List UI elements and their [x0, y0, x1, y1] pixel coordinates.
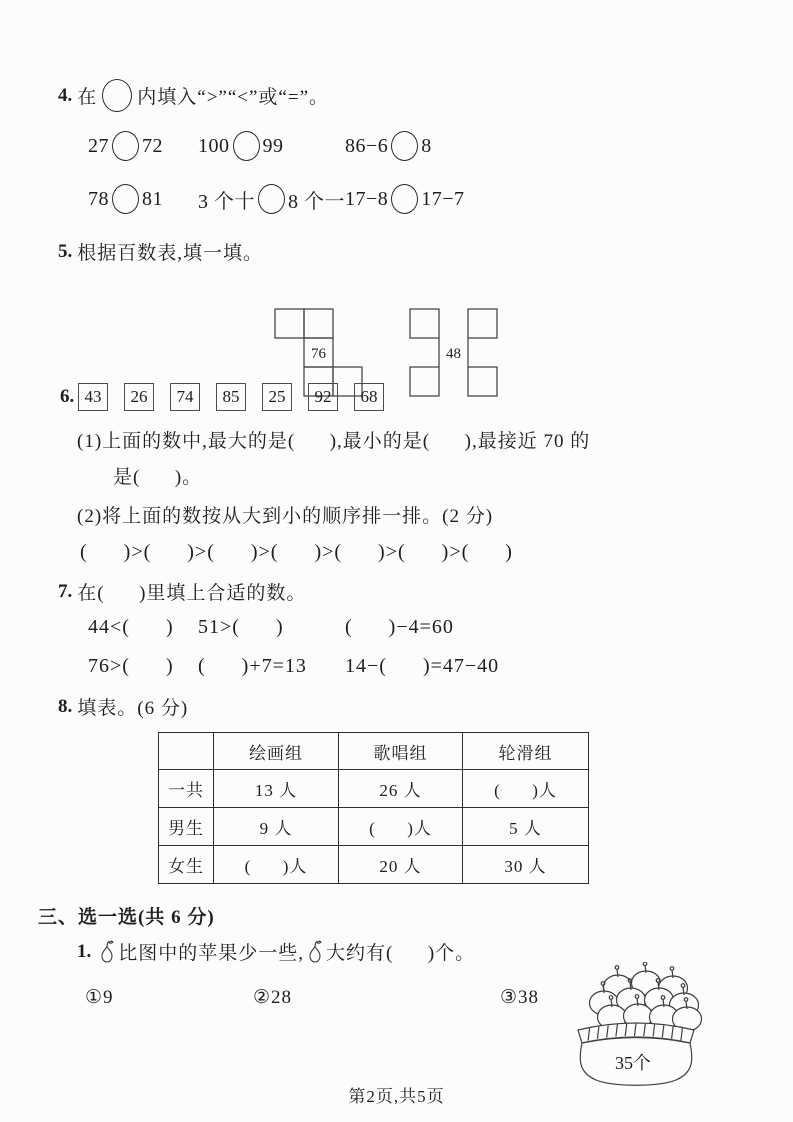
number-card-row [78, 383, 384, 411]
hundred-chart-left-value: 76 [311, 346, 326, 362]
number-card: 68 [354, 383, 384, 411]
number-card: 85 [216, 383, 246, 411]
compare-left: 27 [88, 134, 109, 157]
fill-blank-item: 14−( )=47−40 [345, 655, 500, 677]
compare-right: 8 个一 [288, 190, 345, 213]
basket-count-label: 35个 [615, 1053, 651, 1073]
fill-blank-item: 51>( ) [198, 616, 284, 638]
question-8-text: 填表。(6 分) [77, 698, 189, 719]
option-1: ①9 [85, 987, 114, 1008]
question-5-text: 根据百数表,填一填。 [77, 243, 264, 264]
hundred-chart-right-value: 48 [446, 346, 461, 362]
number-card: 25 [262, 383, 292, 411]
question-6-label: 6. [60, 386, 75, 407]
answer-circle-icon [112, 131, 139, 161]
answer-circle-icon [102, 79, 132, 112]
compare-item [198, 184, 345, 214]
hundred-chart-piece-right [409, 272, 499, 434]
compare-item [198, 131, 284, 161]
answer-circle-icon [391, 184, 418, 214]
question-7-number: 7. [58, 580, 73, 602]
fill-blank-item: 76>( ) [88, 655, 174, 677]
answer-circle-icon [258, 184, 285, 214]
compare-right: 17−7 [421, 187, 465, 210]
answer-circle-icon [112, 184, 139, 214]
question-6-number [60, 386, 79, 408]
question-6-sub1-line1: (1)上面的数中,最大的是( ),最小的是( ),最接近 70 的 [77, 431, 591, 452]
compare-left: 3 个十 [198, 190, 255, 213]
option-3: ③38 [500, 987, 540, 1008]
compare-left: 78 [88, 187, 109, 210]
table-cell: ( )人 [463, 770, 589, 808]
number-card: 92 [308, 383, 338, 411]
question-4-header [58, 79, 329, 112]
table-cell: 5 人 [463, 808, 589, 846]
page-footer: 第2页,共5页 [348, 1087, 445, 1106]
question-5-number: 5. [58, 240, 73, 262]
answer-circle-icon [233, 131, 260, 161]
question-7-text: 在( )里填上合适的数。 [77, 583, 307, 604]
question-1-text1: 比图中的苹果少一些, [118, 943, 305, 964]
fill-blank-item: 44<( ) [88, 616, 174, 638]
fill-blank-item: ( )−4=60 [345, 616, 454, 638]
row-label: 一共 [159, 770, 214, 808]
compare-right: 72 [142, 134, 163, 157]
compare-left: 100 [198, 134, 230, 157]
pear-icon [307, 940, 323, 964]
table-cell: 26 人 [339, 770, 463, 808]
groups-table [158, 732, 589, 884]
table-row [159, 770, 589, 808]
question-4-number: 4. [58, 84, 73, 106]
table-row [159, 808, 589, 846]
question-7-header [58, 578, 306, 605]
table-cell: 9 人 [214, 808, 339, 846]
number-card: 26 [124, 383, 154, 411]
section3-question-1 [77, 938, 475, 965]
option-2: ②28 [253, 987, 293, 1008]
fill-blank-item: ( )+7=13 [198, 655, 307, 677]
compare-item [88, 131, 163, 161]
section-3-title: 三、选一选(共 6 分) [38, 907, 215, 928]
question-6-sub2: (2)将上面的数按从大到小的顺序排一排。(2 分) [77, 506, 494, 527]
table-header-cell: 绘画组 [214, 733, 339, 770]
question-6-sub1-line2: 是( )。 [113, 467, 203, 488]
compare-left: 86−6 [345, 134, 389, 157]
table-row [159, 846, 589, 884]
compare-right: 8 [421, 134, 432, 157]
question-4-text-before: 在 [77, 87, 98, 108]
question-5-header [58, 238, 263, 265]
table-cell: ( )人 [339, 808, 463, 846]
answer-circle-icon [391, 131, 418, 161]
table-header-cell: 轮滑组 [463, 733, 589, 770]
compare-left: 17−8 [345, 187, 389, 210]
table-cell: ( )人 [214, 846, 339, 884]
compare-right: 99 [262, 134, 284, 157]
question-8-number: 8. [58, 695, 73, 717]
pear-icon [99, 940, 115, 964]
question-1-text2: 大约有( )个。 [326, 943, 476, 964]
table-cell: 13 人 [214, 770, 339, 808]
table-header-cell: 歌唱组 [339, 733, 463, 770]
question-4-text-after: 内填入“>”“<”或“=”。 [137, 87, 330, 108]
question-6-ordering-blanks: ( )>( )>( )>( )>( )>( )>( ) [80, 541, 513, 563]
table-header-cell [159, 733, 214, 770]
question-8-header [58, 693, 188, 720]
table-cell: 20 人 [339, 846, 463, 884]
row-label: 女生 [159, 846, 214, 884]
compare-item [345, 184, 465, 214]
table-header-row [159, 733, 589, 770]
compare-item [88, 184, 163, 214]
table-cell: 30 人 [463, 846, 589, 884]
question-1-number: 1. [77, 940, 92, 962]
number-card: 74 [170, 383, 200, 411]
row-label: 男生 [159, 808, 214, 846]
compare-item [345, 131, 432, 161]
number-card: 43 [78, 383, 108, 411]
compare-right: 81 [142, 187, 163, 210]
